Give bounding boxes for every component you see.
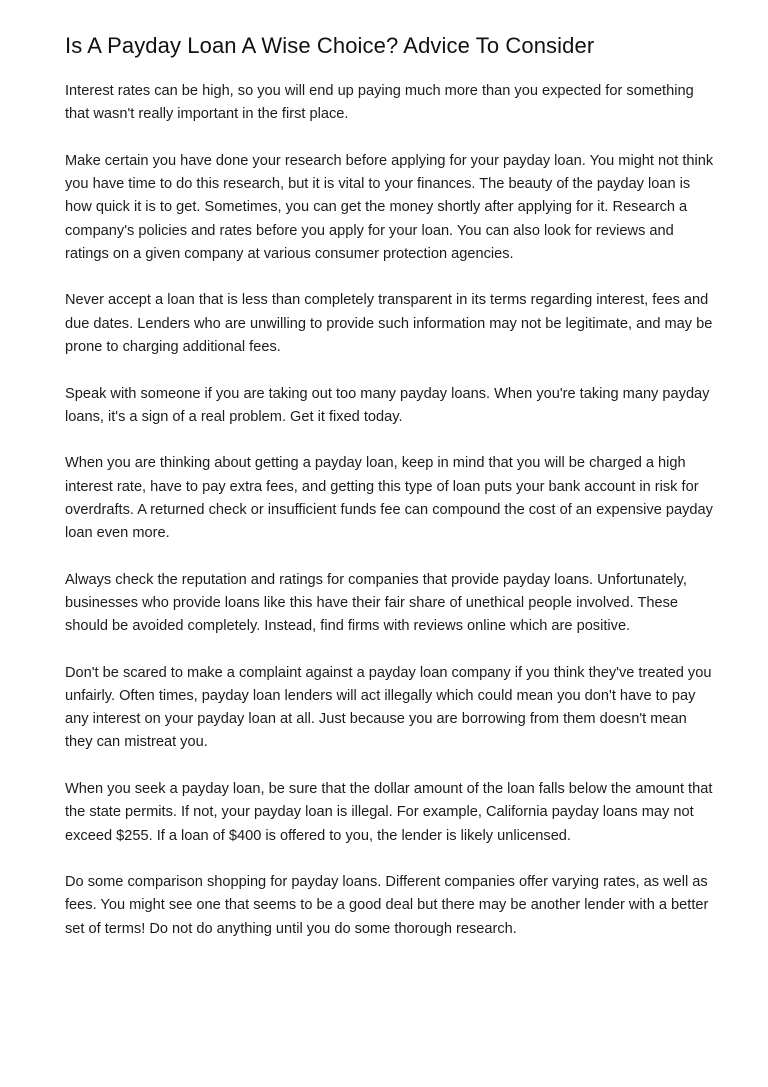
paragraph-2: Make certain you have done your research before applying for your payday loan. You might not think you have time to do this research, but it is vital to your finances. The beauty of the payday loan is how quick it is to get. Sometimes, you can get the money shortly after applying for it. Research a company's policies and rates before you apply for your loan. You can also look for reviews and ratings on a given company at various consumer protection agencies.	[65, 152, 714, 262]
page-title: Is A Payday Loan A Wise Choice? Advice To Consider	[65, 33, 595, 58]
paragraph-6: Always check the reputation and ratings for companies that provide payday loans. Unfortunately, businesses who provide loans like this have their fair share of unethical people involved. These should be avoided completely. Instead, find firms with reviews online which are positive.	[65, 571, 687, 635]
paragraph-3: Never accept a loan that is less than completely transparent in its terms regarding interest, fees and due dates. Lenders who are unwilling to provide such information may not be legitimate, and may be prone to charging additional fees.	[65, 292, 713, 355]
paragraph-9: Do some comparison shopping for payday loans. Different companies offer varying rates, as well as fees. You might see one that seems to be a good deal but there may be another lender with a better set of terms! Do not do anything until you do some thorough research.	[65, 874, 709, 937]
paragraph-8: When you seek a payday loan, be sure that the dollar amount of the loan falls below the amount that the state permits. If not, your payday loan is illegal. For example, California payday loans may not exceed $255. If a loan of $400 is offered to you, the lender is likely unlicensed.	[65, 781, 713, 844]
document-page	[65, 32, 715, 964]
paragraph-1: Interest rates can be high, so you will end up paying much more than you expected for something that wasn't really important in the first place.	[65, 83, 694, 123]
paragraph-5: When you are thinking about getting a payday loan, keep in mind that you will be charged a high interest rate, have to pay extra fees, and getting this type of loan puts your bank account in risk for overdrafts. A returned check or insufficient funds fee can compound the cost of an expensive payday loan even more.	[65, 455, 713, 542]
paragraph-4: Speak with someone if you are taking out too many payday loans. When you're taking many payday loans, it's a sign of a real problem. Get it fixed today.	[65, 385, 710, 425]
paragraph-7: Don't be scared to make a complaint against a payday loan company if you think they've treated you unfairly. Often times, payday loan lenders will act illegally which could mean you don't have to pay any interest on your payday loan at all. Just because you are borrowing from them doesn't mean they can mistreat you.	[65, 664, 712, 751]
